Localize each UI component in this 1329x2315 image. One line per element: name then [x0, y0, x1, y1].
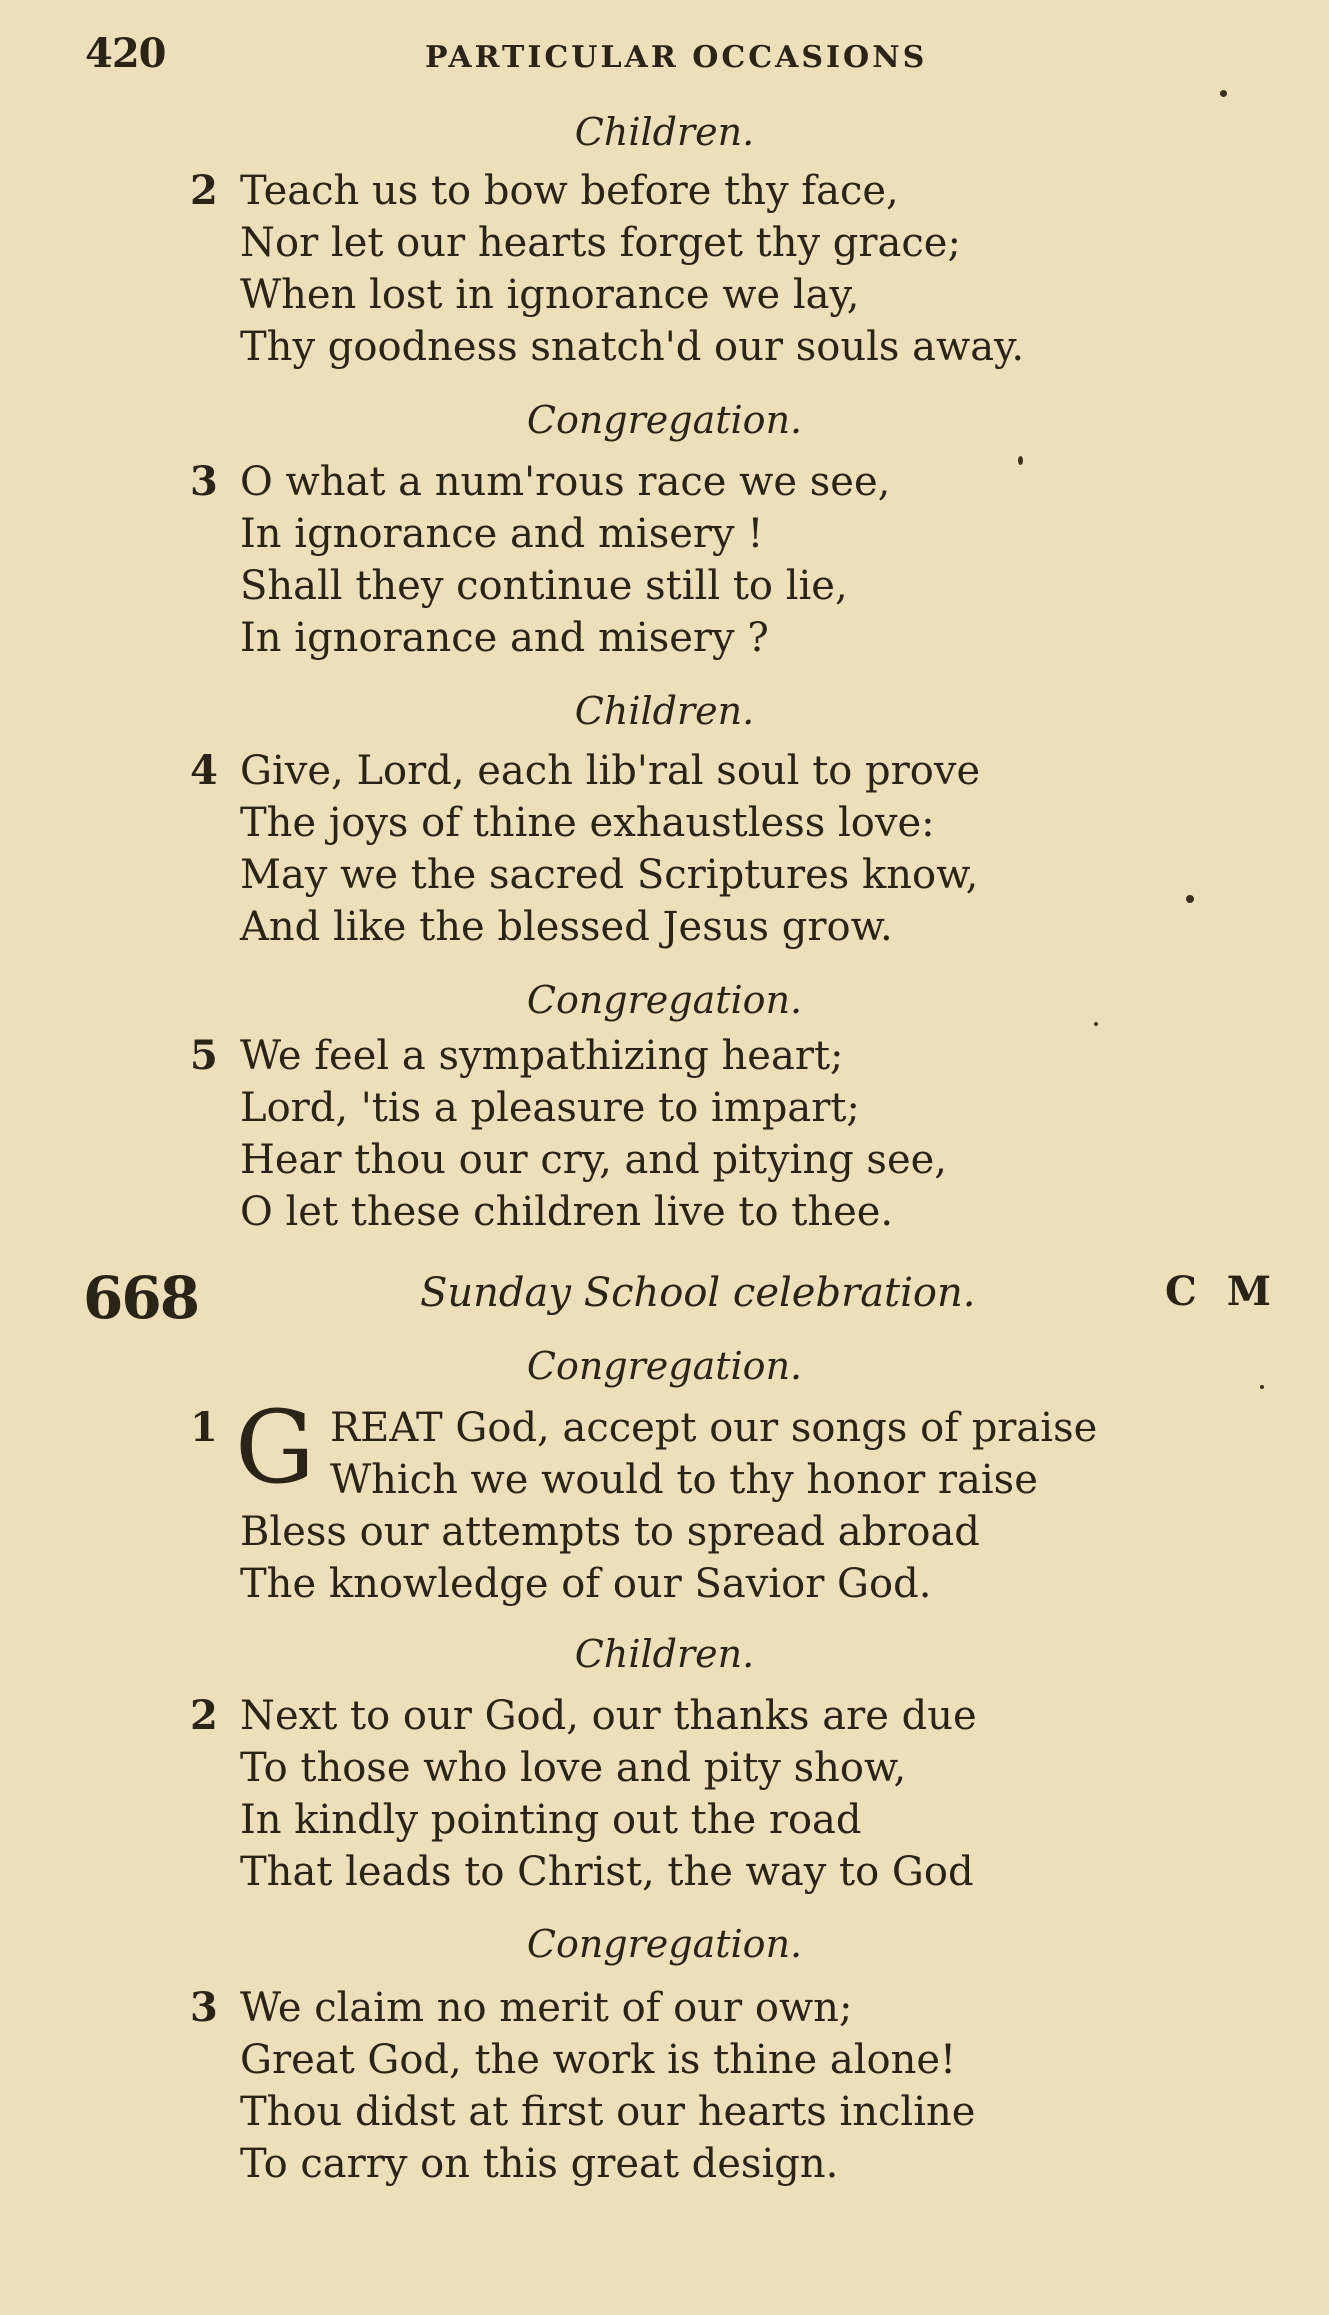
- verse-line: Thou didst at first our hearts incline: [240, 2089, 976, 2135]
- verse-line: REAT God, accept our songs of praise: [330, 1405, 1098, 1451]
- verse-line: We claim no merit of our own;: [240, 1985, 853, 2031]
- verse-line: The joys of thine exhaustless love:: [240, 800, 935, 846]
- stanza-number: 2: [190, 1692, 218, 1739]
- verse-line: Next to our God, our thanks are due: [240, 1693, 977, 1739]
- verse-line: Give, Lord, each lib'ral soul to prove: [240, 748, 981, 794]
- drop-cap: G: [235, 1389, 315, 1506]
- verse-line: Lord, 'tis a pleasure to impart;: [240, 1085, 860, 1131]
- speaker-heading: Children.: [574, 689, 755, 733]
- verse-line: Thy goodness snatch'd our souls away.: [240, 324, 1025, 370]
- verse-line: Great God, the work is thine alone!: [240, 2037, 957, 2083]
- hymn-number: 668: [83, 1264, 199, 1332]
- speaker-heading: Congregation.: [526, 1344, 803, 1388]
- page-header: [0, 30, 1329, 80]
- stanza-number: 5: [190, 1032, 218, 1079]
- stanza-number: 4: [190, 747, 218, 794]
- stanza-number: 2: [190, 167, 218, 214]
- verse-line: May we the sacred Scriptures know,: [240, 852, 979, 898]
- stanza-number: 3: [190, 1984, 218, 2031]
- verse-line: O what a num'rous race we see,: [240, 459, 891, 505]
- print-speck: [1018, 456, 1023, 465]
- verse-line: Bless our attempts to spread abroad: [240, 1509, 980, 1555]
- print-speck: [1220, 90, 1227, 97]
- speaker-heading: Congregation.: [526, 1922, 803, 1966]
- verse-line: To carry on this great design.: [240, 2141, 839, 2187]
- print-speck: [1260, 1385, 1264, 1389]
- stanza-number: 1: [190, 1404, 218, 1451]
- hymn-meter: C M: [1165, 1268, 1280, 1315]
- stanza-number: 3: [190, 458, 218, 505]
- verse-line: In ignorance and misery ?: [240, 615, 769, 661]
- verse-line: O let these children live to thee.: [240, 1189, 894, 1235]
- verse-line: In ignorance and misery !: [240, 511, 764, 557]
- verse-line: We feel a sympathizing heart;: [240, 1033, 844, 1079]
- verse-line: Teach us to bow before thy face,: [240, 168, 899, 214]
- verse-line: To those who love and pity show,: [240, 1745, 907, 1791]
- verse-line: Hear thou our cry, and pitying see,: [240, 1137, 948, 1183]
- verse-line: Nor let our hearts forget thy grace;: [240, 220, 961, 266]
- verse-line: The knowledge of our Savior God.: [240, 1561, 932, 1607]
- page-number: 420: [85, 30, 166, 77]
- speaker-heading: Congregation.: [526, 978, 803, 1022]
- verse-line: Which we would to thy honor raise: [330, 1457, 1038, 1503]
- verse-line: And like the blessed Jesus grow.: [240, 904, 893, 950]
- speaker-heading: Children.: [574, 1632, 755, 1676]
- verse-line: In kindly pointing out the road: [240, 1797, 862, 1843]
- speaker-heading: Children.: [574, 110, 755, 154]
- running-head: PARTICULAR OCCASIONS: [425, 40, 928, 75]
- verse-line: That leads to Christ, the way to God: [240, 1849, 974, 1895]
- verse-line: Shall they continue still to lie,: [240, 563, 848, 609]
- print-speck: [1094, 1022, 1098, 1026]
- verse-line: When lost in ignorance we lay,: [240, 272, 860, 318]
- speaker-heading: Congregation.: [526, 398, 803, 442]
- print-speck: [1186, 895, 1194, 903]
- hymn-title: Sunday School celebration.: [420, 1270, 976, 1316]
